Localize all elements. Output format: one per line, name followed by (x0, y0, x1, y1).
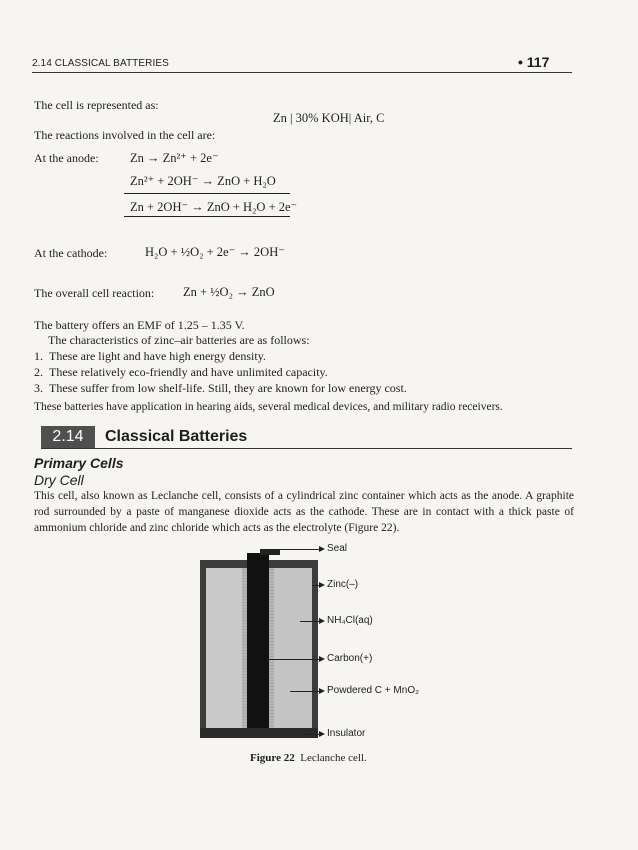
carbon-arrowhead (319, 656, 325, 662)
list-item-text: These are light and have high energy density. (49, 349, 266, 363)
list-item-number: 2. (34, 365, 43, 379)
figure-caption-label: Figure 22 (250, 752, 295, 764)
powdered-arrow (290, 691, 320, 692)
carbon-arrow (269, 659, 320, 660)
section-rule (41, 448, 572, 449)
dry-cell-paragraph: This cell, also known as Leclanche cell, consists of a cylindrical zinc container which acts as the anode. A graphite rod surrounded by a paste of manganese dioxide acts as the cathode. These are in contact with a thick paste of ammonium chloride and zinc chloride which acts as the electrolyte (Figure 22). (34, 490, 574, 534)
anode-equation-2: Zn²⁺ + 2OH⁻ → ZnO + H₂O (130, 174, 276, 188)
overall-equation: Zn + ½O₂ → ZnO (183, 285, 275, 299)
section-number-box: 2.14 (41, 426, 95, 448)
label-zinc: Zinc(–) (327, 579, 359, 590)
label-seal: Seal (327, 543, 348, 554)
section-title: Classical Batteries (105, 428, 248, 445)
emf-text: The battery offers an EMF of 1.25 – 1.35 V. (34, 318, 245, 332)
powdered-arrowhead (319, 688, 325, 694)
list-item-3 (34, 381, 407, 396)
page-number-value: 117 (526, 54, 550, 70)
label-carbon: Carbon(+) (327, 653, 373, 664)
nh4cl-region-right (274, 568, 312, 728)
running-head: 2.14 CLASSICAL BATTERIES (32, 58, 169, 69)
nh4cl-arrow (300, 621, 320, 622)
insulator-base (200, 728, 318, 738)
overall-reaction-label: The overall cell reaction: (34, 286, 155, 300)
list-item-text: These relatively eco-friendly and have unlimited capacity. (49, 365, 328, 379)
seal-arrowhead (319, 546, 325, 552)
figure-caption-text: Leclanche cell. (300, 752, 367, 764)
cathode-label: At the cathode: (34, 246, 108, 260)
representation-intro: The cell is represented as: (34, 98, 159, 112)
anode-net-equation: Zn + 2OH⁻ → ZnO + H₂O + 2e⁻ (130, 200, 298, 214)
anode-label: At the anode: (34, 151, 99, 165)
equation-bottom-rule (124, 216, 290, 217)
cell-representation: Zn | 30% KOH| Air, C (273, 111, 385, 125)
characteristics-intro: The characteristics of zinc–air batteries are as follows: (48, 333, 310, 347)
header-rule (32, 72, 572, 73)
label-nh4cl: NH₄Cl(aq) (327, 615, 373, 626)
list-item-2 (34, 365, 328, 380)
insulator-arrowhead (319, 731, 325, 737)
list-item-text: These suffer from low shelf-life. Still, they are known for low energy cost. (49, 381, 407, 395)
nh4cl-region (206, 568, 242, 728)
seal-cap (260, 549, 280, 555)
figure-caption (250, 752, 367, 764)
anode-equation-1: Zn → Zn²⁺ + 2e⁻ (130, 151, 219, 165)
insulator-arrow (300, 734, 320, 735)
carbon-rod (247, 553, 269, 731)
seal-arrow (280, 549, 320, 550)
equation-sum-rule (124, 193, 290, 194)
subheading-dry-cell: Dry Cell (34, 472, 84, 488)
nh4cl-arrowhead (319, 618, 325, 624)
label-powdered: Powdered C + MnO₂ (327, 685, 419, 696)
list-item-number: 3. (34, 381, 43, 395)
list-item-number: 1. (34, 349, 43, 363)
subheading-primary-cells: Primary Cells (34, 455, 124, 471)
list-item-1 (34, 349, 266, 364)
zinc-arrowhead (319, 582, 325, 588)
applications-text: These batteries have application in hearing aids, several medical devices, and military radio receivers. (34, 401, 503, 413)
label-insulator: Insulator (327, 728, 366, 739)
page-number: • 117 (518, 54, 550, 70)
reactions-intro: The reactions involved in the cell are: (34, 128, 216, 142)
cathode-equation: H₂O + ½O₂ + 2e⁻ → 2OH⁻ (145, 245, 285, 259)
